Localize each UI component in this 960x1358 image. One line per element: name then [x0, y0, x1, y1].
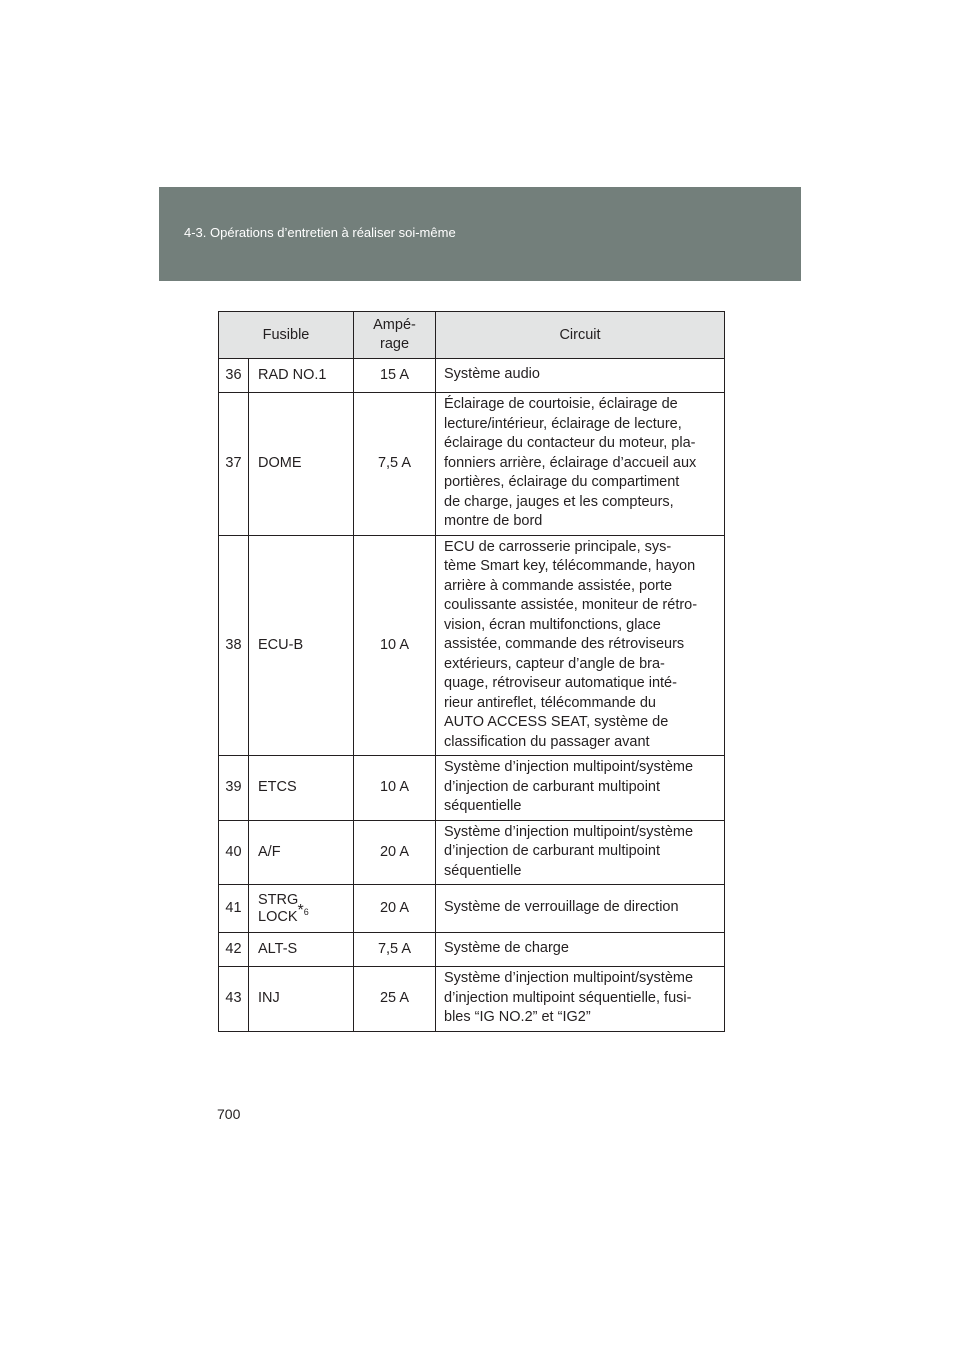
footnote-number: 6 [303, 906, 309, 917]
fuse-circuit [436, 820, 725, 885]
fuse-number: 43 [219, 967, 249, 1032]
fuse-amperage: 20 A [354, 885, 436, 933]
page-number: 700 [217, 1106, 241, 1122]
circuit-line: d’injection de carburant multipoint [444, 843, 661, 859]
fuse-number: 41 [219, 885, 249, 933]
header-amperage-line2: rage [379, 336, 410, 352]
circuit-line: classification du passager avant [444, 733, 650, 750]
circuit-line: tème Smart key, télécommande, hayon [444, 558, 696, 574]
table-row [219, 885, 725, 933]
fuse-number: 38 [219, 535, 249, 756]
fuse-circuit [436, 393, 725, 536]
fuse-name-line1: STRG [258, 891, 299, 908]
footnote-star-icon: * [297, 901, 304, 919]
table-header-row [219, 312, 725, 359]
fuse-circuit [436, 933, 725, 967]
circuit-line: quage, rétroviseur automatique inté- [444, 675, 677, 691]
circuit-line: Système d’injection multipoint/système [444, 823, 694, 840]
table-row [219, 393, 725, 536]
fuse-name-line2-text: LOCK [258, 908, 298, 925]
table-row [219, 359, 725, 393]
circuit-line: de charge, jauges et les compteurs, [444, 493, 674, 510]
circuit-line: portières, éclairage du compartiment [444, 474, 680, 490]
header-amperage-line1: Ampé- [373, 317, 416, 333]
fuse-amperage: 7,5 A [354, 933, 436, 967]
fuse-name: ETCS [249, 756, 354, 821]
circuit-line: Système d’injection multipoint/système [444, 759, 694, 775]
fuse-name: A/F [249, 820, 354, 885]
circuit-line: éclairage du contacteur du moteur, pla- [444, 435, 696, 451]
header-fuse: Fusible [219, 312, 354, 359]
fuse-name [249, 885, 354, 933]
circuit-line: montre de bord [444, 513, 543, 529]
fuse-number: 37 [219, 393, 249, 536]
table-row [219, 933, 725, 967]
circuit-line: Éclairage de courtoisie, éclairage de [444, 396, 678, 412]
table-row [219, 967, 725, 1032]
circuit-line: AUTO ACCESS SEAT, système de [444, 714, 669, 730]
circuit-line: Système audio [444, 366, 540, 383]
header-circuit: Circuit [436, 312, 725, 359]
fuse-circuit [436, 359, 725, 393]
fuse-number: 40 [219, 820, 249, 885]
circuit-line: d’injection multipoint séquentielle, fusi- [444, 989, 692, 1006]
circuit-line: séquentielle [444, 798, 522, 814]
fuse-number: 42 [219, 933, 249, 967]
circuit-line: lecture/intérieur, éclairage de lecture, [444, 415, 682, 432]
fuse-name: ALT-S [249, 933, 354, 967]
fuse-amperage: 10 A [354, 535, 436, 756]
fuse-amperage: 25 A [354, 967, 436, 1032]
fuse-number: 39 [219, 756, 249, 821]
section-title: 4-3. Opérations d’entretien à réaliser soi-même [184, 225, 456, 240]
circuit-line: coulissante assistée, moniteur de rétro- [444, 597, 698, 613]
fuse-circuit [436, 885, 725, 933]
circuit-line: arrière à commande assistée, porte [444, 577, 673, 594]
circuit-line: assistée, commande des rétroviseurs [444, 636, 685, 652]
circuit-line: vision, écran multifonctions, glace [444, 616, 661, 633]
circuit-line: ECU de carrosserie principale, sys- [444, 538, 672, 555]
circuit-line: extérieurs, capteur d’angle de bra- [444, 655, 665, 672]
fuse-name: ECU-B [249, 535, 354, 756]
fuse-amperage: 10 A [354, 756, 436, 821]
fuse-number: 36 [219, 359, 249, 393]
fuse-name-line2 [258, 901, 353, 926]
fuse-name: INJ [249, 967, 354, 1032]
fuse-table [218, 311, 725, 1032]
fuse-name: RAD NO.1 [249, 359, 354, 393]
section-header-band [159, 187, 801, 281]
circuit-line: bles “IG NO.2” et “IG2” [444, 1009, 591, 1025]
table-row [219, 756, 725, 821]
circuit-line: d’injection de carburant multipoint [444, 778, 661, 795]
fuse-name: DOME [249, 393, 354, 536]
fuse-circuit [436, 967, 725, 1032]
fuse-amperage: 7,5 A [354, 393, 436, 536]
circuit-line: fonniers arrière, éclairage d’accueil aux [444, 454, 697, 471]
circuit-line: séquentielle [444, 862, 522, 879]
fuse-circuit [436, 535, 725, 756]
fuse-amperage: 15 A [354, 359, 436, 393]
header-amperage [354, 312, 436, 359]
circuit-line: Système de verrouillage de direction [444, 899, 679, 916]
circuit-line: Système d’injection multipoint/système [444, 970, 694, 986]
fuse-amperage: 20 A [354, 820, 436, 885]
circuit-line: Système de charge [444, 940, 569, 957]
fuse-circuit [436, 756, 725, 821]
table-row [219, 820, 725, 885]
circuit-line: rieur antireflet, télécommande du [444, 694, 656, 711]
table-row [219, 535, 725, 756]
